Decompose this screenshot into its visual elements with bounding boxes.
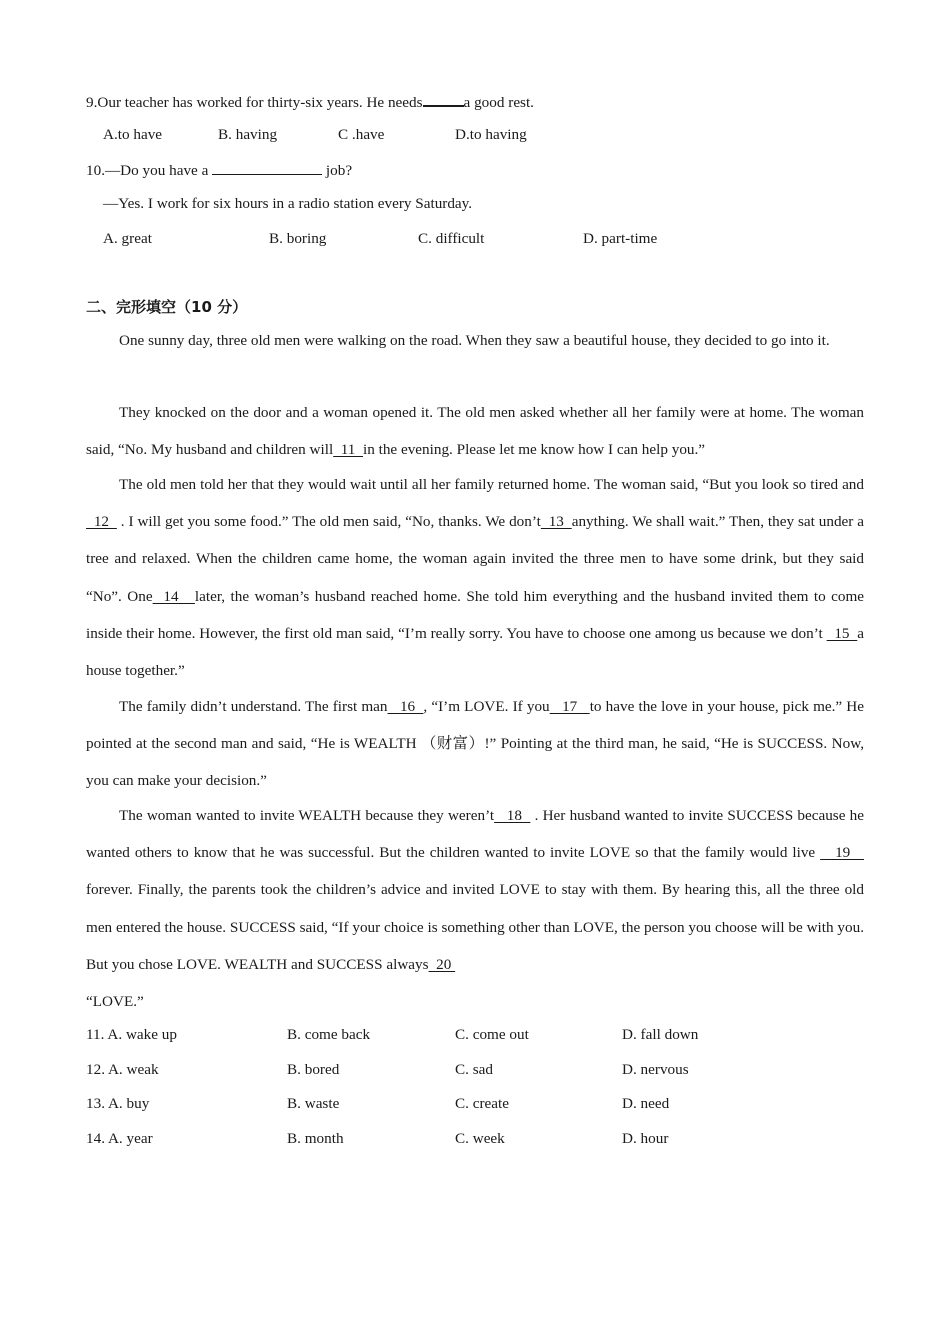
answer-12-b: B. bored [287,1061,340,1078]
p2-text-a: They knocked on the door and a woman opened it. The old men asked whether all her family were at home. The woman said, “No. My husband and children will [86,404,864,459]
p5-text-d: “LOVE.” [86,993,144,1011]
q9-blank [423,91,464,107]
answer-13-d: D. need [622,1095,670,1112]
q9-option-b: B. having [218,126,278,143]
blank-18: 18 [494,807,531,824]
passage-paragraph-1: One sunny day, three old men were walking on the road. When they saw a beautiful house, they decided to go into it. [119,332,830,349]
answer-13-b: B. waste [287,1095,340,1112]
passage-paragraph-4 [86,688,864,800]
q10-option-a: A. great [103,230,152,247]
blank-19: 19 [820,844,865,862]
p5-text-a: The woman wanted to invite WEALTH because they weren’t [119,807,495,824]
answer-14-b: B. month [287,1130,344,1147]
answer-14-d: D. hour [622,1130,669,1147]
q10-option-b: B. boring [269,230,327,247]
p4-text-c: to have the love in your house, pick me.” He pointed at the second man and said, “He is WEALTH （财富）!” Pointing at the third man, he said, “He is SUCCESS. Now, you can make your decision.” [86,698,865,790]
p3-text-e: a house together.” [86,624,864,680]
answer-12-c: C. sad [455,1061,493,1078]
blank-16: 16 [387,698,424,715]
q10-option-d: D. part-time [583,230,658,247]
question-9-stem [86,91,534,113]
answer-12-d: D. nervous [622,1061,689,1078]
p2-text-b: in the evening. Please let me know how I can help you.” [363,441,706,459]
answer-13-c: C. create [455,1095,509,1112]
answer-11-a: 11. A. wake up [86,1026,177,1043]
answer-12-a: 12. A. weak [86,1061,159,1078]
answer-14-a: 14. A. year [86,1130,153,1147]
q10-stem-before: 10.—Do you have a [86,162,213,179]
blank-12: 12 [86,513,117,531]
p4-text-a: The family didn’t understand. The first man [119,698,388,715]
section-2-heading: 二、完形填空（10 分） [86,298,248,316]
passage-paragraph-2 [86,394,864,468]
blank-15: 15 [826,624,858,642]
answer-11-b: B. come back [287,1026,371,1043]
p3-text-c: anything. We shall wait.” Then, they sat under a tree and relaxed. When the children came home, the woman again invited the three men to have some drink, but they said “No”. One [86,513,864,605]
q9-stem-before: 9.Our teacher has worked for thirty-six years. He needs [86,94,423,111]
answer-13-a: 13. A. buy [86,1095,150,1112]
answer-11-c: C. come out [455,1026,529,1043]
blank-20: 20 [428,955,456,973]
blank-14: 14 [152,587,195,605]
p5-text-b: . Her husband wanted to invite SUCCESS because he wanted others to know that he was successful. But the children wanted to invite LOVE so that the family would live [86,807,865,862]
q10-stem-after: job? [322,162,353,179]
p3-text-a: The old men told her that they would wait until all her family returned home. The woman said, “But you look so tired and [119,476,864,493]
blank-13: 13 [540,513,572,531]
q10-blank [212,160,322,175]
q9-option-a: A.to have [103,126,163,143]
q10-reply: —Yes. I work for six hours in a radio station every Saturday. [103,195,473,212]
answer-14-c: C. week [455,1130,505,1147]
p5-text-c: forever. Finally, the parents took the children’s advice and invited LOVE to stay with them. By hearing this, all the three old men entered the house. SUCCESS said, “If your choice is something other than LOVE, the person you choose will be with you. But you chose LOVE. WEALTH and SUCCESS always [86,881,864,973]
question-10-stem [86,160,352,181]
p3-text-d: later, the woman’s husband reached home. She told him everything and the husband invited them to come inside their home. However, the first old man said, “I’m really sorry. You have to choose one among us because we don’t [86,587,864,642]
p3-text-b: . I will get you some food.” The old men said, “No, thanks. We don’t [116,513,541,531]
p4-text-b: , “I’m LOVE. If you [423,698,550,715]
answer-11-d: D. fall down [622,1026,699,1043]
q9-option-d: D.to having [455,126,527,143]
q9-option-c: C .have [338,126,385,143]
q10-option-c: C. difficult [418,230,485,247]
q9-stem-after: a good rest. [463,94,534,111]
blank-11: 11 [333,441,363,459]
passage-paragraph-3 [86,466,864,689]
passage-paragraph-5 [86,797,864,1020]
blank-17: 17 [549,698,590,715]
